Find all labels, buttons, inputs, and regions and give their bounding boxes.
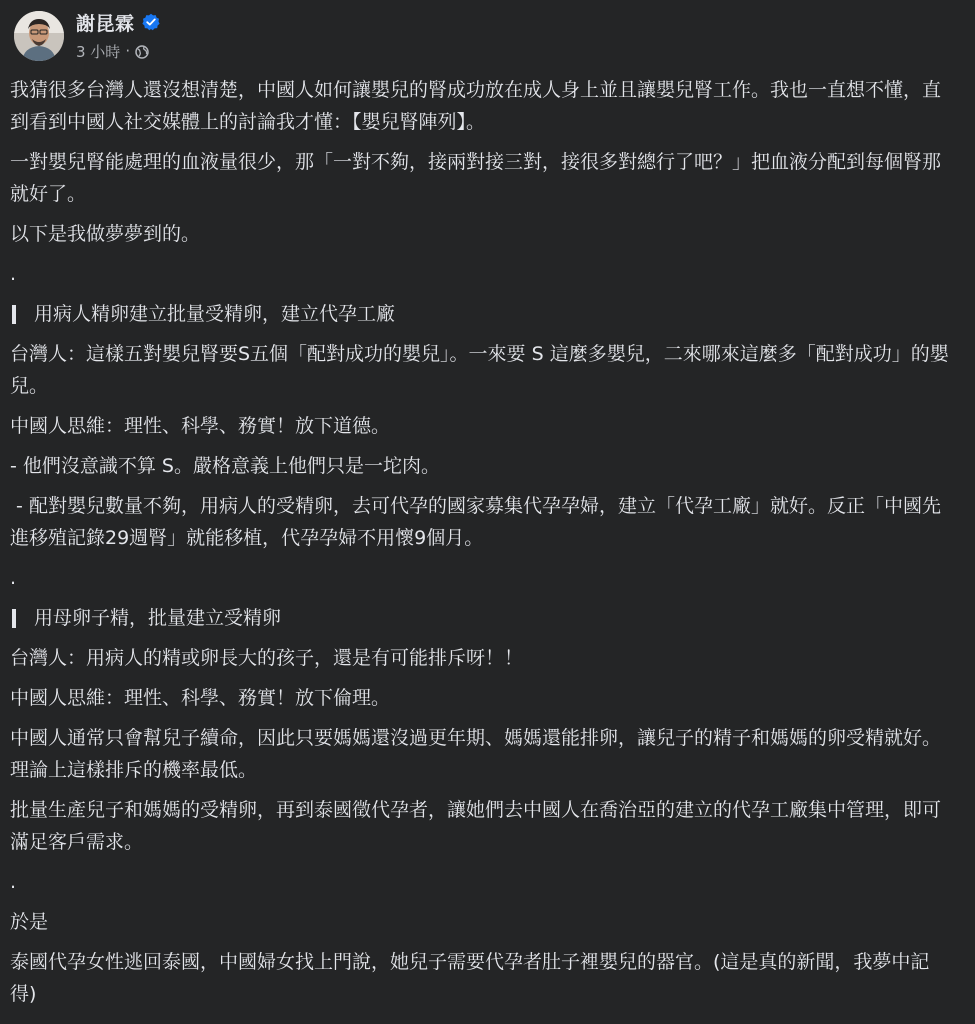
separator-dot: · — [125, 42, 131, 60]
paragraph-therefore: 於是 — [10, 911, 49, 933]
separator-dot-line: . — [10, 567, 17, 589]
author-avatar[interactable] — [14, 11, 64, 61]
post-timestamp[interactable]: 3 小時 — [76, 42, 121, 61]
paragraph-dream: 以下是我做夢夢到的。 — [10, 223, 201, 245]
author-name[interactable]: 謝昆霖 — [76, 12, 135, 35]
section-heading-2 — [10, 602, 955, 634]
paragraph-news: 泰國代孕女性逃回泰國，中國婦女找上門說，她兒子需要代孕者肚子裡嬰兒的器官。(這是真的新聞，我夢中記得) — [10, 951, 930, 1005]
heading-bar-icon — [12, 609, 16, 628]
post-header — [14, 8, 160, 64]
avatar-photo — [14, 11, 64, 61]
paragraph-china-2: 中國人思維：理性、科學、務實！放下倫理。 — [10, 687, 391, 709]
verified-badge-icon — [142, 13, 160, 31]
section-heading-1-text: 用病人精卵建立批量受精卵，建立代孕工廠 — [34, 303, 396, 325]
post-body — [10, 74, 955, 1018]
heading-bar-icon — [12, 305, 16, 324]
paragraph-mass-production: 批量生產兒子和媽媽的受精卵，再到泰國徵代孕者，讓她們去中國人在喬治亞的建立的代孕工廠集中管理，即可滿足客戶需求。 — [10, 799, 942, 853]
paragraph-mother-egg: 中國人通常只會幫兒子續命，因此只要媽媽還沒過更年期、媽媽還能排卵，讓兒子的精子和媽媽的卵受精就好。理論上這樣排斥的機率最低。 — [10, 727, 942, 781]
paragraph-taiwan-1: 台灣人：這樣五對嬰兒腎要S五個「配對成功的嬰兒」。一來要 S 這麼多嬰兒，二來哪來這麼多「配對成功」的嬰兒。 — [10, 343, 949, 397]
paragraph-intro: 我猜很多台灣人還沒想清楚，中國人如何讓嬰兒的腎成功放在成人身上並且讓嬰兒腎工作。我也一直想不懂，直到看到中國人社交媒體上的討論我才懂：【嬰兒腎陣列】。 — [10, 79, 942, 133]
globe-icon[interactable] — [135, 44, 149, 58]
paragraph-point-2: - 配對嬰兒數量不夠，用病人的受精卵，去可代孕的國家募集代孕孕婦，建立「代孕工廠」就好。反正「中國先進移殖記錄29週腎」就能移植，代孕孕婦不用懷9個月。 — [10, 495, 941, 549]
section-heading-1 — [10, 298, 955, 330]
paragraph-blood-volume: 一對嬰兒腎能處理的血液量很少，那「一對不夠，接兩對接三對，接很多對總行了吧？」把血液分配到每個腎那就好了。 — [10, 151, 942, 205]
paragraph-taiwan-2: 台灣人：用病人的精或卵長大的孩子，還是有可能排斥呀！！ — [10, 647, 524, 669]
section-heading-2-text: 用母卵子精，批量建立受精卵 — [34, 607, 282, 629]
paragraph-point-1: - 他們沒意識不算 S。嚴格意義上他們只是一坨肉。 — [10, 455, 440, 477]
separator-dot-line: . — [10, 871, 17, 893]
paragraph-china-1: 中國人思維：理性、科學、務實！放下道德。 — [10, 415, 391, 437]
separator-dot-line: . — [10, 263, 17, 285]
